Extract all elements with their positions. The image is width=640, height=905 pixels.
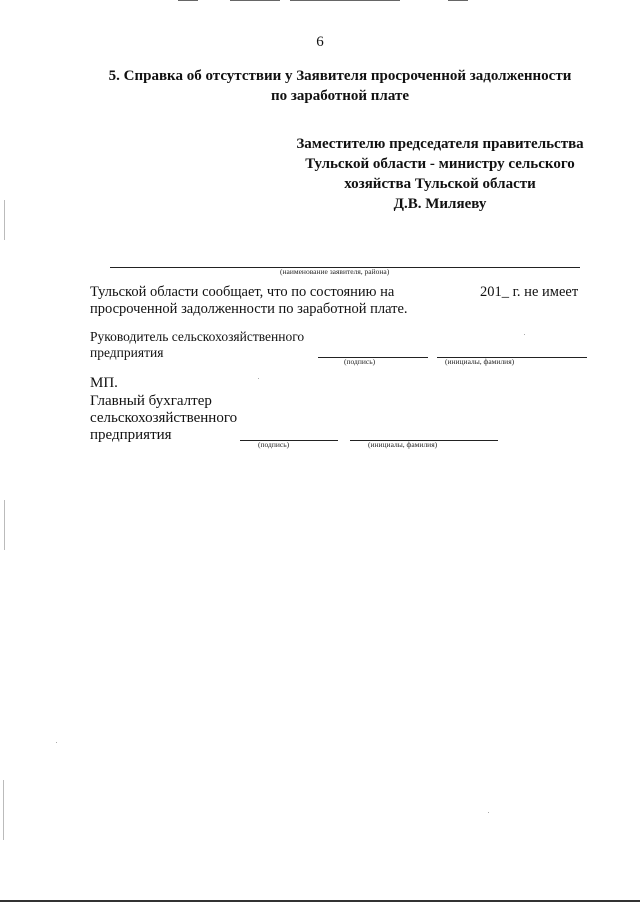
document-title: [90, 66, 590, 106]
addressee-line-4: Д.В. Миляеву: [393, 196, 487, 212]
head-role-line-1: Руководитель сельскохозяйственного: [90, 329, 305, 344]
statement-line-2: просроченной задолженности по заработной плате.: [90, 301, 408, 317]
statement-line-1-left: Тульской области сообщает, что по состоянию на: [90, 284, 395, 300]
accountant-role-line-1: Главный бухгалтер: [90, 393, 212, 409]
addressee-line-3: хозяйства Тульской области: [344, 176, 536, 192]
addressee-block: [270, 134, 610, 214]
scan-edge: [3, 780, 4, 840]
scan-speck: [258, 378, 259, 379]
accountant-signature-caption: (подпись): [258, 440, 290, 449]
head-signature-caption: (подпись): [344, 357, 376, 366]
scan-edge: [4, 200, 5, 240]
bottom-scan-line: [0, 900, 640, 902]
head-name-caption: (инициалы, фамилия): [445, 357, 515, 366]
accountant-name-caption: (инициалы, фамилия): [368, 440, 438, 449]
scan-artifact: [290, 0, 400, 1]
addressee-line-2: Тульской области - министру сельского: [305, 156, 575, 172]
applicant-name-caption: (наименование заявителя, района): [280, 267, 390, 276]
scan-artifact: [178, 0, 198, 1]
scan-artifact: [230, 0, 280, 1]
title-line-2: по заработной плате: [271, 88, 409, 104]
scan-edge: [4, 500, 5, 550]
scan-artifact: [448, 0, 468, 1]
scan-speck: [56, 742, 57, 743]
scan-speck: [524, 334, 525, 335]
stamp-place: МП.: [90, 375, 118, 391]
page-number: 6: [316, 34, 324, 50]
statement-line-1-right: 201_ г. не имеет: [480, 284, 579, 300]
head-role-line-2: предприятия: [90, 345, 164, 360]
accountant-role-line-2: сельскохозяйственного: [90, 410, 238, 426]
title-line-1: 5. Справка об отсутствии у Заявителя просроченной задолженности: [108, 68, 572, 84]
addressee-line-1: Заместителю председателя правительства: [296, 136, 584, 152]
accountant-role-line-3: предприятия: [90, 427, 172, 443]
scan-speck: [488, 812, 489, 813]
